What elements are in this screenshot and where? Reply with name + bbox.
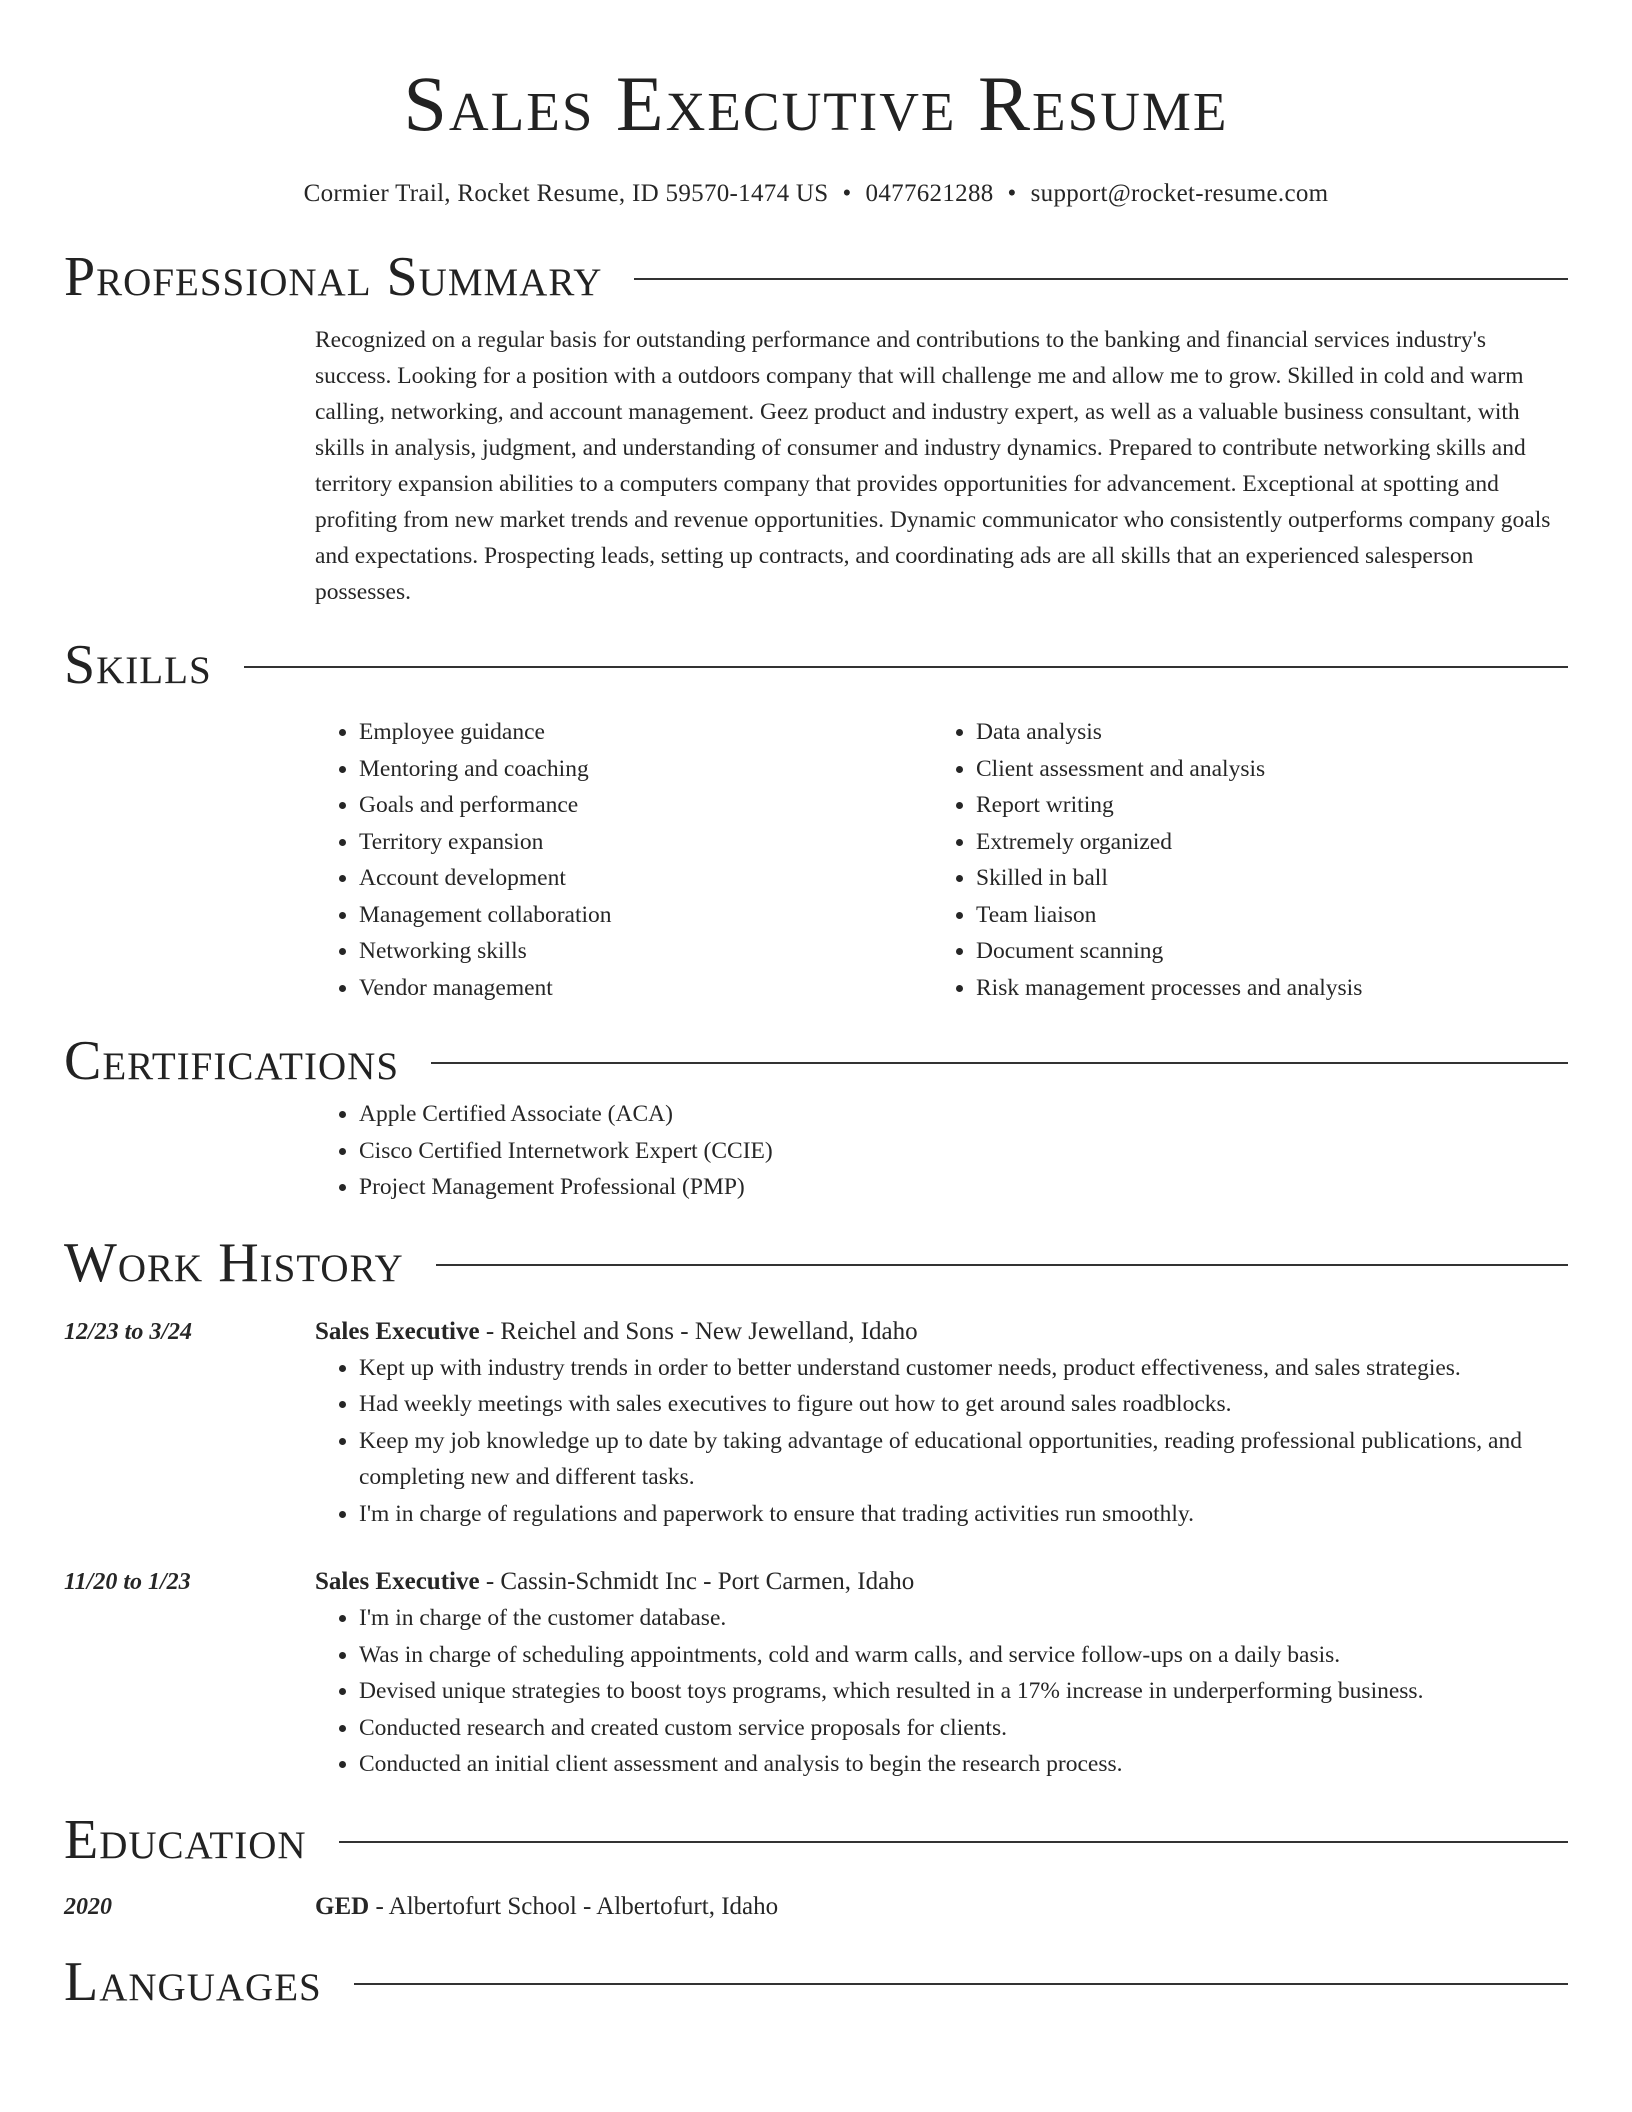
list-item: • Devised unique strategies to boost toys programs, which resulted in a 17% increase in underperforming business. xyxy=(359,1673,1568,1710)
list-item: • Report writing xyxy=(976,787,1549,824)
education-details xyxy=(315,1889,1568,1925)
section-title: Skills xyxy=(64,634,212,696)
job-details xyxy=(315,1314,1568,1533)
job-title: Sales Executive xyxy=(315,1317,480,1345)
education-degree: GED xyxy=(315,1892,370,1920)
section-body xyxy=(315,1096,1568,1206)
list-item: • Goals and performance xyxy=(359,787,932,824)
job-heading xyxy=(315,1564,1568,1600)
list-item: • Had weekly meetings with sales executives to figure out how to get around sales roadblocks. xyxy=(359,1386,1568,1423)
list-item: • Kept up with industry trends in order to better understand customer needs, product effectiveness, and sales strategies. xyxy=(359,1350,1568,1387)
section-languages xyxy=(64,1947,1568,2017)
section-skills xyxy=(64,630,1568,1006)
list-item: • Employee guidance xyxy=(359,714,932,751)
list-item: • Keep my job knowledge up to date by taking advantage of educational opportunities, reading professional publications, and completing new and different tasks. xyxy=(359,1423,1568,1496)
section-divider xyxy=(436,1264,1568,1266)
section-body xyxy=(315,322,1568,610)
skills-list-left xyxy=(315,714,932,1006)
list-item: • Territory expansion xyxy=(359,824,932,861)
list-item: • Data analysis xyxy=(976,714,1549,751)
section-header xyxy=(64,1228,1568,1298)
job-entry xyxy=(64,1564,1568,1783)
summary-text: Recognized on a regular basis for outstanding performance and contributions to the banking and financial services industry's success. Looking for a position with a outdoors company that will challenge me and allow me to grow. Skilled in cold and warm calling, networking, and account management. Geez product and industry expert, as well as a valuable business consultant, with skills in analysis, judgment, and understanding of consumer and industry dynamics. Prepared to contribute networking skills and territory expansion abilities to a computers company that provides opportunities for advancement. Exceptional at spotting and profiting from new market trends and revenue opportunities. Dynamic communicator who consistently outperforms company goals and expectations. Prospecting leads, setting up contracts, and coordinating ads are all skills that an experienced salesperson possesses. xyxy=(315,327,1551,605)
education-year: 2020 xyxy=(64,1893,112,1920)
list-item: • Management collaboration xyxy=(359,897,932,934)
section-education xyxy=(64,1805,1568,1925)
section-title: Professional Summary xyxy=(64,246,603,308)
job-dates: 12/23 to 3/24 xyxy=(64,1318,193,1345)
education-school: - Albertofurt School - Albertofurt, Idaho xyxy=(369,1892,779,1920)
certifications-list xyxy=(315,1096,1568,1206)
list-item: • Conducted research and created custom service proposals for clients. xyxy=(359,1710,1568,1747)
section-header xyxy=(64,242,1568,312)
list-item: • Project Management Professional (PMP) xyxy=(359,1169,1568,1206)
list-item: • I'm in charge of the customer database. xyxy=(359,1600,1568,1637)
contact-phone: 0477621288 xyxy=(865,180,994,207)
contact-separator: • xyxy=(842,180,852,207)
section-divider xyxy=(354,1983,1568,1985)
section-divider xyxy=(339,1841,1568,1843)
section-work-history xyxy=(64,1228,1568,1783)
list-item: • Networking skills xyxy=(359,933,932,970)
job-heading xyxy=(315,1314,1568,1350)
job-dates: 11/20 to 1/23 xyxy=(64,1569,191,1595)
list-item: • Account development xyxy=(359,860,932,897)
contact-address: Cormier Trail, Rocket Resume, ID 59570-1474 US xyxy=(303,180,829,207)
contact-email: support@rocket-resume.com xyxy=(1030,180,1329,207)
contact-line xyxy=(64,178,1568,210)
list-item: • Extremely organized xyxy=(976,824,1549,861)
list-item: • Client assessment and analysis xyxy=(976,751,1549,788)
skills-list-right xyxy=(932,714,1549,1006)
list-item: • Apple Certified Associate (ACA) xyxy=(359,1096,1568,1133)
job-title: Sales Executive xyxy=(315,1568,480,1595)
job-details xyxy=(315,1564,1568,1783)
resume-title: Sales Executive Resume xyxy=(403,60,1229,147)
list-item: • Was in charge of scheduling appointments, cold and warm calls, and service follow-ups on a daily basis. xyxy=(359,1637,1568,1674)
section-professional-summary xyxy=(64,242,1568,610)
job-duties-list xyxy=(315,1600,1568,1783)
skills-column-left xyxy=(315,714,932,1006)
list-item: • Team liaison xyxy=(976,897,1549,934)
section-title: Certifications xyxy=(64,1030,400,1092)
section-divider xyxy=(244,666,1568,668)
section-certifications xyxy=(64,1026,1568,1206)
job-employer: - Cassin-Schmidt Inc - Port Carmen, Idaho xyxy=(479,1568,915,1595)
list-item: • Vendor management xyxy=(359,970,932,1007)
job-duties-list xyxy=(315,1350,1568,1533)
job-entry xyxy=(64,1314,1568,1533)
education-entry xyxy=(64,1889,1568,1925)
section-header xyxy=(64,1026,1568,1096)
section-divider xyxy=(431,1062,1568,1064)
list-item: • Cisco Certified Internetwork Expert (CCIE) xyxy=(359,1133,1568,1170)
education-heading xyxy=(315,1889,1568,1925)
list-item: • Risk management processes and analysis xyxy=(976,970,1549,1007)
section-title: Work History xyxy=(64,1231,404,1294)
section-header xyxy=(64,1947,1568,2017)
skills-column-right xyxy=(932,714,1549,1006)
section-title: Education xyxy=(64,1808,307,1871)
list-item: • Mentoring and coaching xyxy=(359,751,932,788)
list-item: • Conducted an initial client assessment and analysis to begin the research process. xyxy=(359,1746,1568,1783)
list-item: • Document scanning xyxy=(976,933,1549,970)
contact-separator: • xyxy=(1007,180,1017,207)
section-header xyxy=(64,630,1568,700)
section-divider xyxy=(634,278,1568,280)
list-item: • I'm in charge of regulations and paperwork to ensure that trading activities run smoothly. xyxy=(359,1496,1568,1533)
section-body xyxy=(315,714,1568,1006)
section-header xyxy=(64,1805,1568,1875)
list-item: • Skilled in ball xyxy=(976,860,1549,897)
section-title: Languages xyxy=(64,1950,322,2013)
job-employer: - Reichel and Sons - New Jewelland, Idaho xyxy=(479,1317,918,1345)
skills-columns xyxy=(315,714,1568,1006)
